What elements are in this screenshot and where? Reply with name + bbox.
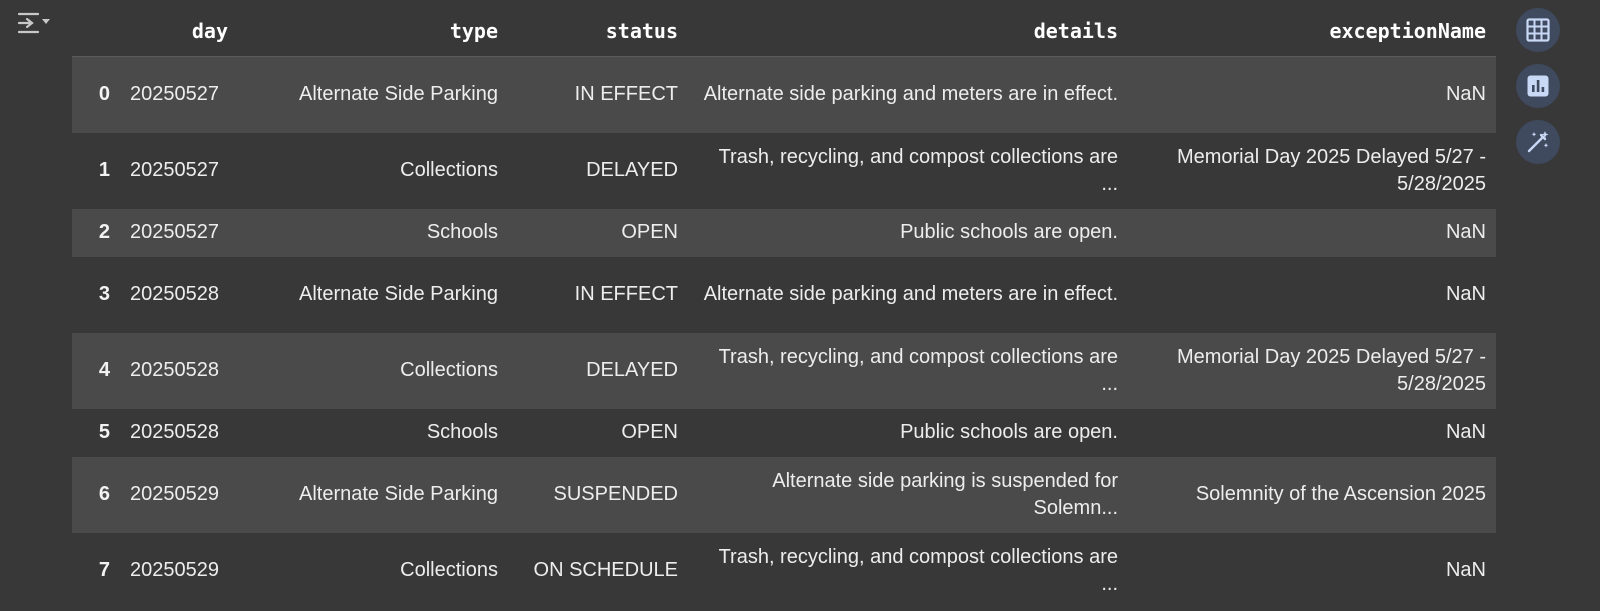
header-details: details (688, 6, 1128, 57)
cell-type: Collections (400, 359, 498, 381)
magic-wand-icon (1525, 129, 1551, 155)
cell-details: Trash, recycling, and compost collections are ... (718, 545, 1118, 595)
cell-day: 20250527 (130, 221, 219, 243)
chart-icon (1525, 73, 1551, 99)
convert-to-interactive-table-button[interactable] (1516, 8, 1560, 52)
cell-exception-name: Memorial Day 2025 Delayed 5/27 - 5/28/2025 (1176, 145, 1486, 195)
cell-exception-name: Memorial Day 2025 Delayed 5/27 - 5/28/2025 (1176, 345, 1486, 395)
cell-type: Alternate Side Parking (298, 483, 498, 505)
table-row (72, 133, 1496, 209)
output-actions-icon (16, 9, 52, 37)
table-row (72, 333, 1496, 409)
header-exception-name: exceptionName (1128, 6, 1496, 57)
cell-type: Schools (426, 221, 498, 243)
cell-status: DELAYED (586, 359, 678, 381)
table-row (72, 409, 1496, 457)
cell-exception-name: NaN (1445, 421, 1486, 443)
dataframe-table (72, 6, 1496, 609)
cell-exception-name: NaN (1445, 559, 1486, 581)
row-index: 7 (98, 559, 110, 581)
cell-details: Trash, recycling, and compost collections are ... (718, 145, 1118, 195)
row-index: 4 (98, 359, 110, 381)
cell-day: 20250528 (130, 421, 219, 443)
cell-status: OPEN (621, 221, 678, 243)
cell-status: IN EFFECT (574, 283, 678, 305)
cell-details: Alternate side parking and meters are in effect. (703, 83, 1118, 106)
table-row (72, 457, 1496, 533)
generate-code-button[interactable] (1516, 120, 1560, 164)
cell-type: Collections (400, 559, 498, 581)
table-row (72, 57, 1496, 133)
table-row (72, 533, 1496, 609)
cell-type: Alternate Side Parking (298, 283, 498, 305)
cell-day: 20250529 (130, 483, 219, 505)
cell-status: ON SCHEDULE (533, 559, 678, 581)
header-index (72, 6, 118, 57)
row-index: 0 (98, 83, 110, 106)
cell-day: 20250527 (130, 159, 219, 181)
cell-details: Public schools are open. (900, 421, 1118, 443)
cell-status: IN EFFECT (574, 83, 678, 106)
row-index: 1 (98, 159, 110, 181)
cell-day: 20250528 (130, 283, 219, 305)
output-actions-button[interactable] (14, 8, 54, 38)
header-row (72, 6, 1496, 57)
header-status: status (508, 6, 688, 57)
cell-exception-name: NaN (1445, 283, 1486, 305)
row-index: 2 (98, 221, 110, 243)
cell-details: Public schools are open. (900, 221, 1118, 243)
dataframe-side-toolbar (1516, 8, 1562, 164)
table-row (72, 257, 1496, 333)
cell-status: OPEN (621, 421, 678, 443)
cell-exception-name: NaN (1445, 83, 1486, 106)
row-index: 6 (98, 483, 110, 505)
cell-day: 20250527 (130, 83, 219, 106)
row-index: 3 (98, 283, 110, 305)
table-row (72, 209, 1496, 257)
cell-type: Alternate Side Parking (298, 83, 498, 106)
cell-details: Alternate side parking and meters are in effect. (703, 283, 1118, 305)
row-index: 5 (98, 421, 110, 443)
cell-day: 20250529 (130, 559, 219, 581)
cell-type: Collections (400, 159, 498, 181)
cell-status: SUSPENDED (553, 483, 678, 505)
cell-details: Alternate side parking is suspended for Solemn... (772, 469, 1118, 519)
cell-day: 20250528 (130, 359, 219, 381)
dataframe-container (72, 6, 1496, 609)
cell-type: Schools (426, 421, 498, 443)
cell-exception-name: Solemnity of the Ascension 2025 (1195, 483, 1486, 505)
cell-exception-name: NaN (1445, 221, 1486, 243)
table-icon (1525, 17, 1551, 43)
suggest-charts-button[interactable] (1516, 64, 1560, 108)
header-type: type (238, 6, 508, 57)
cell-details: Trash, recycling, and compost collections are ... (718, 345, 1118, 395)
header-day: day (118, 6, 238, 57)
cell-status: DELAYED (586, 159, 678, 181)
